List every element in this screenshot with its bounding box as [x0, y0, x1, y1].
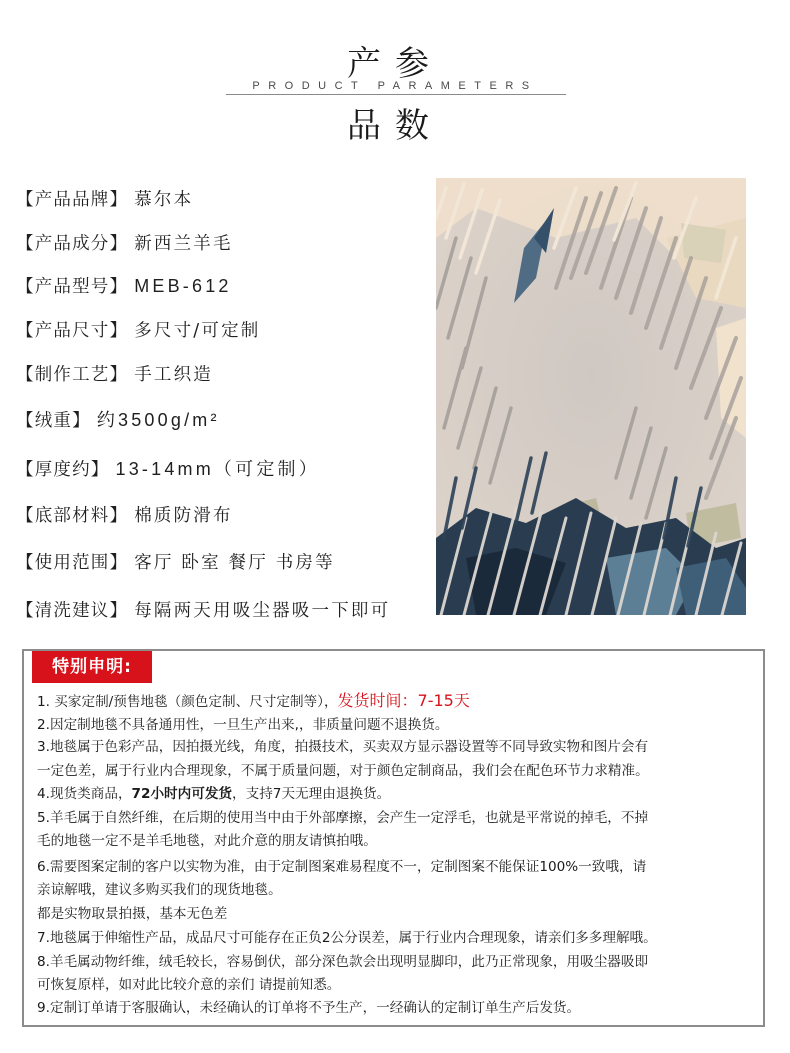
notice-badge: 特别申明:: [32, 651, 152, 683]
param-brand: [16, 186, 194, 211]
notice-line-2: 2.因定制地毯不具备通用性，一旦生产出来,，非质量问题不退换货。: [37, 717, 449, 733]
notice-line-11: 7.地毯属于伸缩性产品，成品尺寸可能存在正负2公分误差，属于行业内合理现象，请亲们多多理解哦。: [37, 930, 657, 946]
notice-line-12: 8.羊毛属动物纤维，绒毛较长，容易倒伏，部分深色款会出现明显脚印，此乃正常现象，用吸尘器吸即: [37, 954, 649, 970]
notice-text: 1. 买家定制/预售地毯（颜色定制、尺寸定制等），: [37, 694, 338, 710]
notice-text: 4.现货类商品，: [37, 786, 132, 802]
notice-line-7: 毛的地毯一定不是羊毛地毯，对此介意的朋友请慎拍哦。: [37, 833, 377, 849]
notice-line-13: 可恢复原样，如对此比较介意的亲们 请提前知悉。: [37, 977, 341, 993]
param-value: 约3500g/m²: [96, 410, 220, 430]
notice-line-5: [37, 785, 390, 803]
param-value: 慕尔本: [134, 190, 194, 210]
notice-line-14: 9.定制订单请于客服确认，未经确认的订单将不予生产，一经确认的定制订单生产后发货。: [37, 1000, 581, 1016]
notice-line-4: 一定色差，属于行业内合理现象，不属于质量问题，对于颜色定制商品，我们会在配色环节力求精准。: [37, 763, 649, 779]
param-label: 【产品成分】: [16, 234, 129, 254]
param-value: 客厅 卧室 餐厅 书房等: [134, 553, 335, 573]
param-backing: [16, 502, 233, 527]
notice-line-9: 亲谅解哦，建议多购买我们的现货地毯。: [37, 882, 282, 898]
param-cleaning: [16, 597, 391, 622]
notice-line-6: 5.羊毛属于自然纤维，在后期的使用当中由于外部摩擦，会产生一定浮毛，也就是平常说的掉毛，不掉: [37, 810, 649, 826]
param-craft: [16, 361, 214, 386]
param-label: 【产品品牌】: [16, 190, 129, 210]
param-label: 【产品型号】: [16, 277, 129, 297]
param-label: 【清洗建议】: [16, 601, 129, 621]
title-divider: [226, 94, 566, 95]
param-value: 棉质防滑布: [134, 506, 233, 526]
title-top: 产参: [347, 44, 443, 84]
param-label: 【底部材料】: [16, 506, 129, 526]
param-model: [16, 273, 232, 298]
title-subtitle: PRODUCT PARAMETERS: [252, 80, 538, 92]
carpet-image: [436, 178, 746, 615]
param-value: 新西兰羊毛: [134, 234, 233, 254]
notice-line-8: 6.需要图案定制的客户以实物为准，由于定制图案难易程度不一，定制图案不能保证100%一致哦，请: [37, 859, 647, 875]
notice-bold-text: 72小时内可发货: [131, 786, 233, 802]
notice-text: ，支持7天无理由退换货。: [232, 786, 391, 802]
param-value: 13-14mm（可定制）: [115, 459, 320, 479]
param-value: 手工织造: [134, 365, 214, 385]
notice-line-3: 3.地毯属于色彩产品，因拍摄光线，角度，拍摄技术，买卖双方显示器设置等不同导致实物和图片会有: [37, 739, 649, 755]
param-size: [16, 317, 261, 342]
notice-line-1: [37, 692, 470, 711]
param-value: 多尺寸/可定制: [134, 321, 261, 341]
title-bottom: 品数: [347, 106, 443, 146]
param-thickness: [16, 455, 320, 481]
ship-time-highlight: 发货时间：7-15天: [337, 691, 470, 710]
param-label: 【制作工艺】: [16, 365, 129, 385]
param-label: 【产品尺寸】: [16, 321, 129, 341]
param-material: [16, 230, 233, 255]
param-value: MEB-612: [134, 276, 232, 296]
param-pile-weight: [16, 406, 220, 432]
param-label: 【使用范围】: [16, 553, 129, 573]
param-value: 每隔两天用吸尘器吸一下即可: [134, 601, 391, 621]
notice-line-10: 都是实物取景拍摄，基本无色差: [37, 906, 228, 922]
param-label: 【绒重】: [16, 411, 91, 431]
param-label: 【厚度约】: [16, 460, 110, 480]
param-usage: [16, 549, 335, 574]
